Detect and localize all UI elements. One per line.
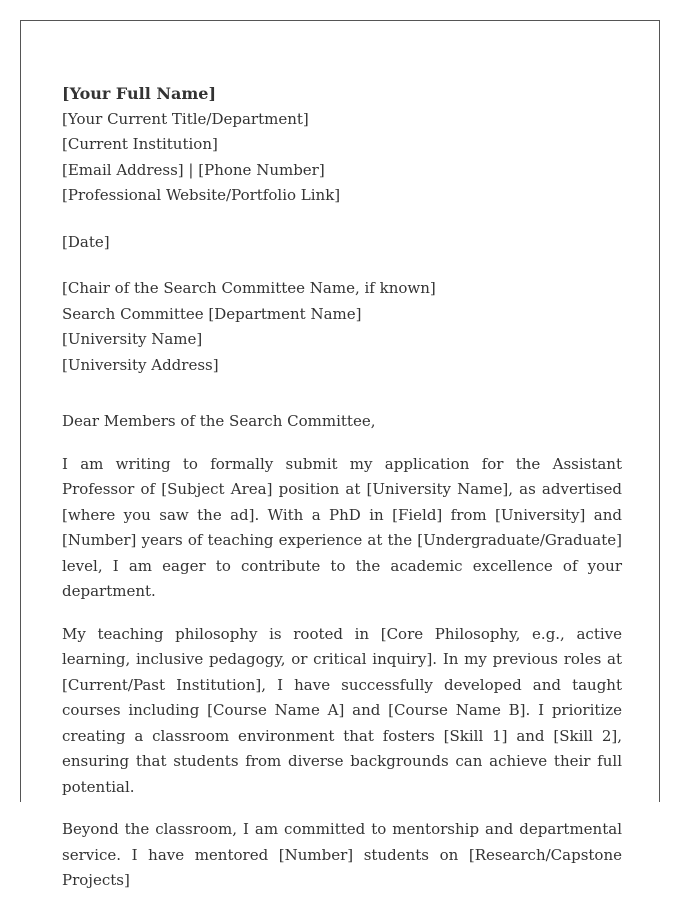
letter-page	[20, 20, 660, 889]
sender-website: [Professional Website/Portfolio Link]	[62, 186, 341, 204]
spacer	[62, 800, 622, 817]
recipient-committee: Search Committee [Department Name]	[62, 304, 362, 323]
spacer	[62, 255, 622, 276]
recipient-university: [University Name]	[62, 330, 203, 348]
body-paragraph-3: Beyond the classroom, I am committed to mentorship and departmental service. I have mentored [Number] students on [Research/Capstone Projects]	[62, 820, 622, 889]
letter-content	[62, 81, 622, 894]
spacer	[62, 605, 622, 622]
sender-title: [Your Current Title/Department]	[62, 109, 309, 128]
recipient-block	[62, 276, 622, 378]
body-paragraph-2: My teaching philosophy is rooted in [Core Philosophy, e.g., active learning, inclusive pedagogy, or critical inquiry]. In my previous roles at [Current/Past Institution], I have successfully developed and taught courses including [Course Name A] and [Course Name B]. I prioritize creating a classroom environment that fosters [Skill 1] and [Skill 2], ensuring that students from diverse backgrounds can achieve their full potential.	[62, 624, 622, 796]
spacer	[62, 209, 622, 230]
body-paragraph-1: I am writing to formally submit my application for the Assistant Professor of [Subject Area] position at [University Name], as advertised [where you saw the ad]. With a PhD in [Field] from [University] and [Number] years of teaching experience at the [Undergraduate/Graduate] level, I am eager to contribute to the academic excellence of your department.	[62, 454, 622, 600]
spacer	[62, 378, 622, 409]
recipient-address: [University Address]	[62, 355, 219, 374]
recipient-chair: [Chair of the Search Committee Name, if known]	[62, 279, 436, 297]
spacer	[62, 435, 622, 452]
sender-block	[62, 81, 622, 209]
sender-contact: [Email Address] | [Phone Number]	[62, 160, 325, 179]
sender-institution: [Current Institution]	[62, 135, 218, 153]
salutation: Dear Members of the Search Committee,	[62, 412, 376, 430]
sender-full-name: [Your Full Name]	[62, 84, 217, 103]
date-block	[62, 230, 622, 256]
letter-date: [Date]	[62, 232, 110, 251]
